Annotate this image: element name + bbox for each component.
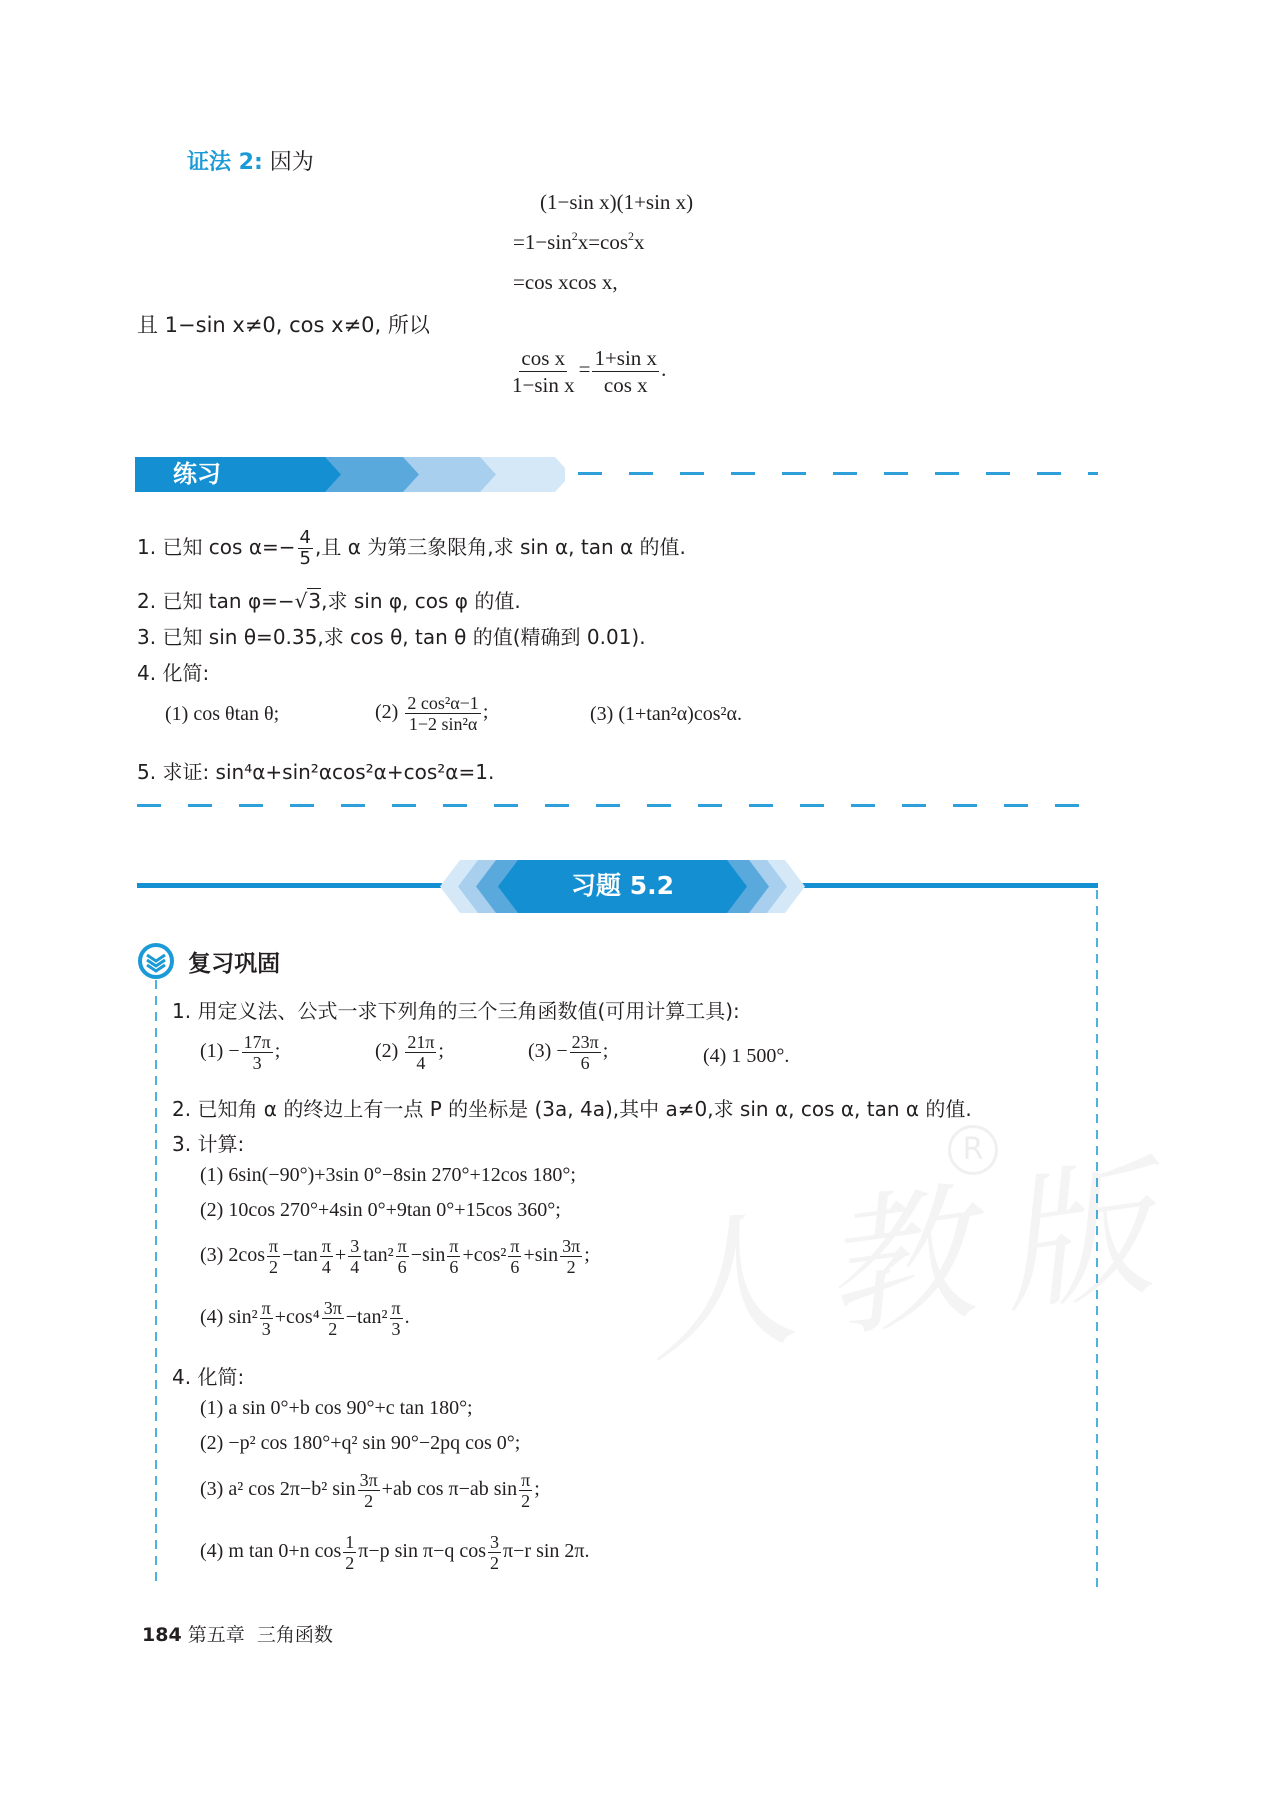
proof-intro: 因为 [269, 150, 314, 175]
exercise-q4-part-3: (3) a² cos 2π−b² sin $\frac{3\pi}{2}$ +ab cos π−ab sin $\frac{\pi}{2}$ ; [200, 1470, 540, 1511]
review-section-title: 复习巩固 [188, 950, 281, 977]
registered-mark-icon: R [948, 1125, 998, 1175]
watermark-text [628, 1103, 1193, 1392]
proof-label: 证法 2: [187, 150, 263, 175]
exercise-q1-part-4: (4) 1 500°. [703, 1045, 790, 1067]
practice-item-5: 5. 求证: sin⁴α+sin²αcos²α+cos²α=1. [137, 760, 495, 784]
proof-conclusion: $\frac{\text{cos x}}{\text{1−sin x}}$ = $\frac{\text{1+sin x}}{\text{cos x}}$ . [512, 346, 667, 397]
proof-line-2: $=1-\sin^2x=\cos^2x$ [513, 229, 645, 254]
exercise-q3-part-3: (3) 2cos $\frac{\pi}{2}$ −tan $\frac{\pi}{4}$ + $\frac{3}{4}$ tan² $\frac{\pi}{6}$ −sin $\frac{\pi}{6}$ +cos² $\frac{\pi}{6}$ +sin $\frac{3\pi}{2}$ ; [200, 1236, 590, 1277]
exercise-q3-part-1: (1) 6sin(−90°)+3sin 0°−8sin 270°+12cos 180°; [200, 1164, 576, 1186]
layers-chevron-icon [137, 942, 175, 980]
practice-item-4: 4. 化简: [137, 661, 210, 685]
exercise-q3-part-2: (2) 10cos 270°+4sin 0°+9tan 0°+15cos 360°; [200, 1199, 561, 1221]
exercise-line-left [137, 883, 442, 888]
exercise-q1-part-1: (1) − $\frac{17\pi}{3}$ ; [200, 1032, 281, 1073]
exercise-q3-part-4: (4) sin² $\frac{\pi}{3}$ +cos⁴ $\frac{3\pi}{2}$ −tan² $\frac{\pi}{3}$ . [200, 1298, 410, 1339]
chapter-title: 三角函数 [256, 1624, 333, 1646]
exercise-q4-part-4: (4) m tan 0+n cos $\frac{1}{2}$ π−p sin π−q cos $\frac{3}{2}$ π−r sin 2π. [200, 1532, 590, 1573]
practice-dash-bottom [137, 804, 1105, 807]
practice-item-3: 3. 已知 sin θ=0.35,求 cos θ, tan θ 的值(精确到 0.01). [137, 625, 646, 649]
simplify-part-3: (3) (1+tan²α)cos²α. [590, 703, 742, 725]
exercise-q3: 3. 计算: [172, 1132, 245, 1156]
proof-condition: 且 1−sin x≠0, cos x≠0, 所以 [137, 313, 430, 337]
page-number: 184 [142, 1624, 182, 1646]
exercise-title: 习题 5.2 [571, 871, 674, 900]
practice-item-1: 1. 已知 cos α=− $\frac{4}{5}$ ,且 α 为第三象限角,求 sin α, tan α 的值. [137, 527, 686, 569]
review-section-header [137, 942, 280, 980]
practice-banner [135, 457, 565, 492]
exercise-line-right [800, 883, 1098, 888]
exercise-q1: 1. 用定义法、公式一求下列角的三个三角函数值(可用计算工具): [172, 999, 740, 1023]
proof-heading [187, 151, 314, 175]
proof-line-3: =cos xcos x, [513, 270, 618, 294]
proof-line-1: (1−sin x)(1+sin x) [540, 190, 694, 214]
exercise-q1-part-2: (2) $\frac{21\pi}{4}$ ; [375, 1032, 444, 1073]
practice-dash-top [578, 472, 1098, 475]
simplify-part-1: (1) cos θtan θ; [165, 703, 280, 725]
practice-title: 练习 [173, 460, 221, 488]
exercise-q4-part-2: (2) −p² cos 180°+q² sin 90°−2pq cos 0°; [200, 1432, 521, 1454]
exercise-q4-part-1: (1) a sin 0°+b cos 90°+c tan 180°; [200, 1397, 473, 1419]
exercise-q1-part-3: (3) − $\frac{23\pi}{6}$ ; [528, 1032, 609, 1073]
page-footer [142, 1620, 333, 1647]
simplify-part-2: (2) $\frac{\text{2 cos²α−1}}{\text{1−2 sin²α}}$ ; [375, 693, 489, 734]
exercise-box-left-border [155, 980, 157, 1588]
exercise-q2: 2. 已知角 α 的终边上有一点 P 的坐标是 (3a, 4a),其中 a≠0,求 sin α, cos α, tan α 的值. [172, 1097, 972, 1121]
exercise-banner [440, 860, 805, 913]
practice-item-2: 2. 已知 tan φ=−√3,求 sin φ, cos φ 的值. [137, 589, 521, 613]
chapter-label: 第五章 [187, 1624, 245, 1646]
exercise-q4: 4. 化简: [172, 1365, 245, 1389]
